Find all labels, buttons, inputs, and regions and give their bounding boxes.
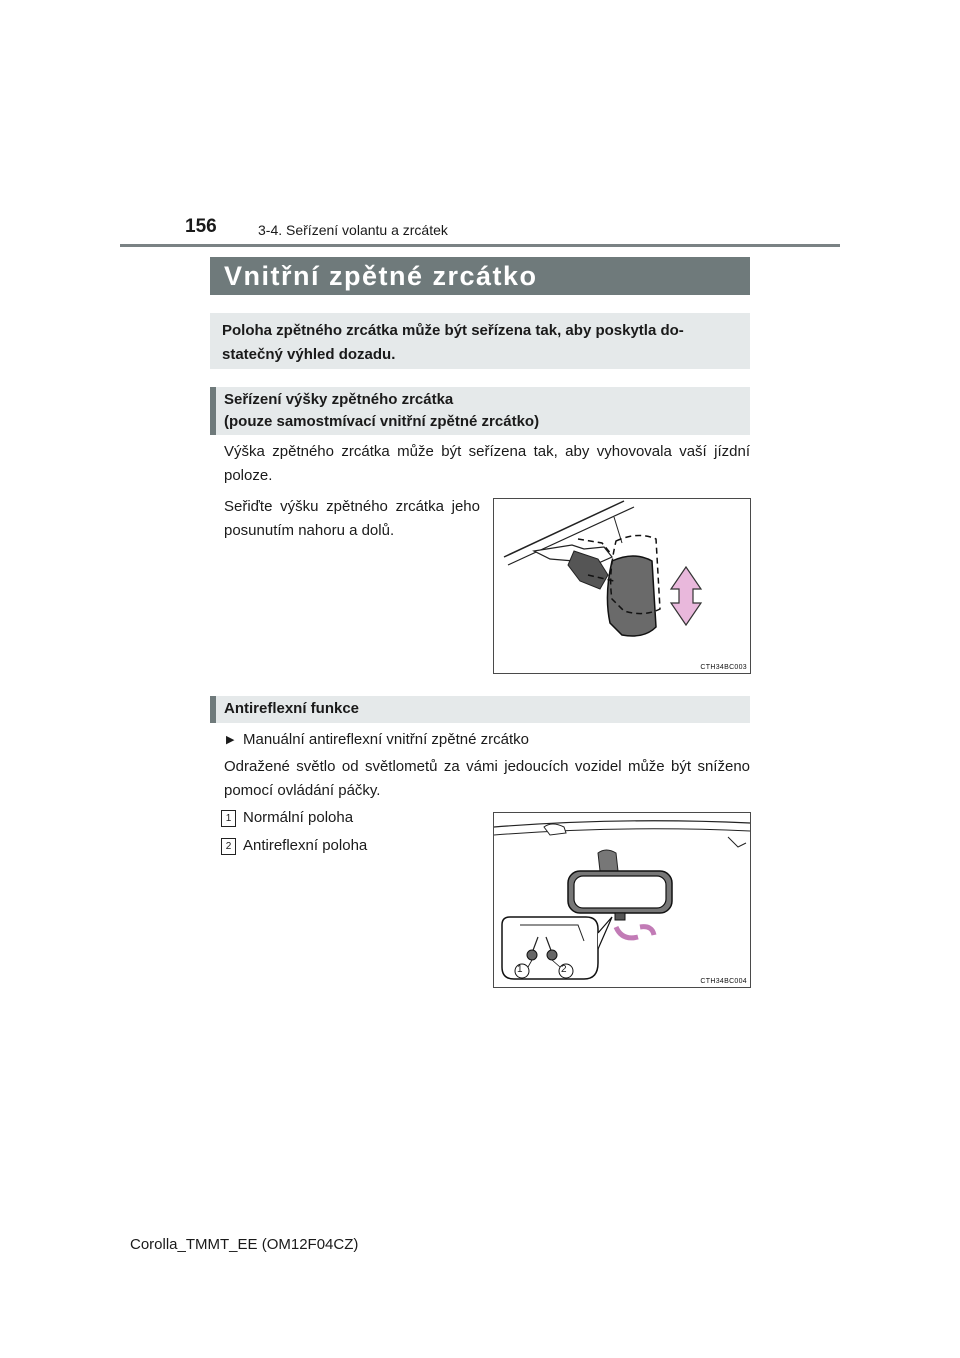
section-title: 3-4. Seřízení volantu a zrcátek	[258, 222, 448, 238]
intro-text: Poloha zpětného zrcátka může být seřízena tak, aby poskytla do-statečný výhled dozadu.	[222, 322, 684, 363]
mirror-height-figure	[493, 498, 751, 674]
height-instruction: Seřiďte výšku zpětného zrcátka jeho posunutím nahoru a dolů.	[224, 498, 480, 539]
antiglare-section-heading	[210, 696, 750, 723]
item-number-badge-2: 2	[221, 838, 236, 855]
height-description: Výška zpětného zrcátka může být seřízena tak, aby vyhovovala vaší jízdní poloze.	[224, 443, 750, 484]
page-title-bar	[210, 257, 750, 295]
callout-number-1: 1	[517, 964, 523, 975]
antiglare-lever-figure	[493, 812, 751, 988]
figure-code: CTH34BC004	[700, 978, 747, 985]
footer-doc-id: Corolla_TMMT_EE (OM12F04CZ)	[130, 1236, 359, 1253]
antiglare-lever-illustration	[494, 813, 750, 987]
callout-number-2: 2	[561, 964, 567, 975]
bullet-triangle-icon: ▶	[226, 734, 235, 746]
antiglare-description: Odražené světlo od světlometů za vámi jedoucích vozidel může být sníženo pomocí ovládání páčky.	[224, 758, 750, 799]
antiglare-heading: Antireflexní funkce	[224, 700, 360, 717]
height-heading-line1: Seřízení výšky zpětného zrcátka	[224, 391, 454, 408]
figure-code: CTH34BC003	[700, 664, 747, 671]
page-title: Vnitřní zpětné zrcátko	[224, 261, 538, 291]
antiglare-bullet-text: Manuální antireflexní vnitřní zpětné zrcátko	[243, 731, 529, 748]
page-number: 156	[185, 216, 217, 237]
item-label-antiglare: Antireflexní poloha	[243, 837, 368, 854]
height-heading-line2: (pouze samostmívací vnitřní zpětné zrcátko)	[224, 413, 540, 430]
item-label-normal: Normální poloha	[243, 809, 354, 826]
header-divider	[120, 244, 840, 247]
intro-box	[210, 313, 750, 369]
mirror-height-illustration	[494, 499, 750, 673]
height-section-heading	[210, 387, 750, 435]
item-number-badge-1: 1	[221, 810, 236, 827]
